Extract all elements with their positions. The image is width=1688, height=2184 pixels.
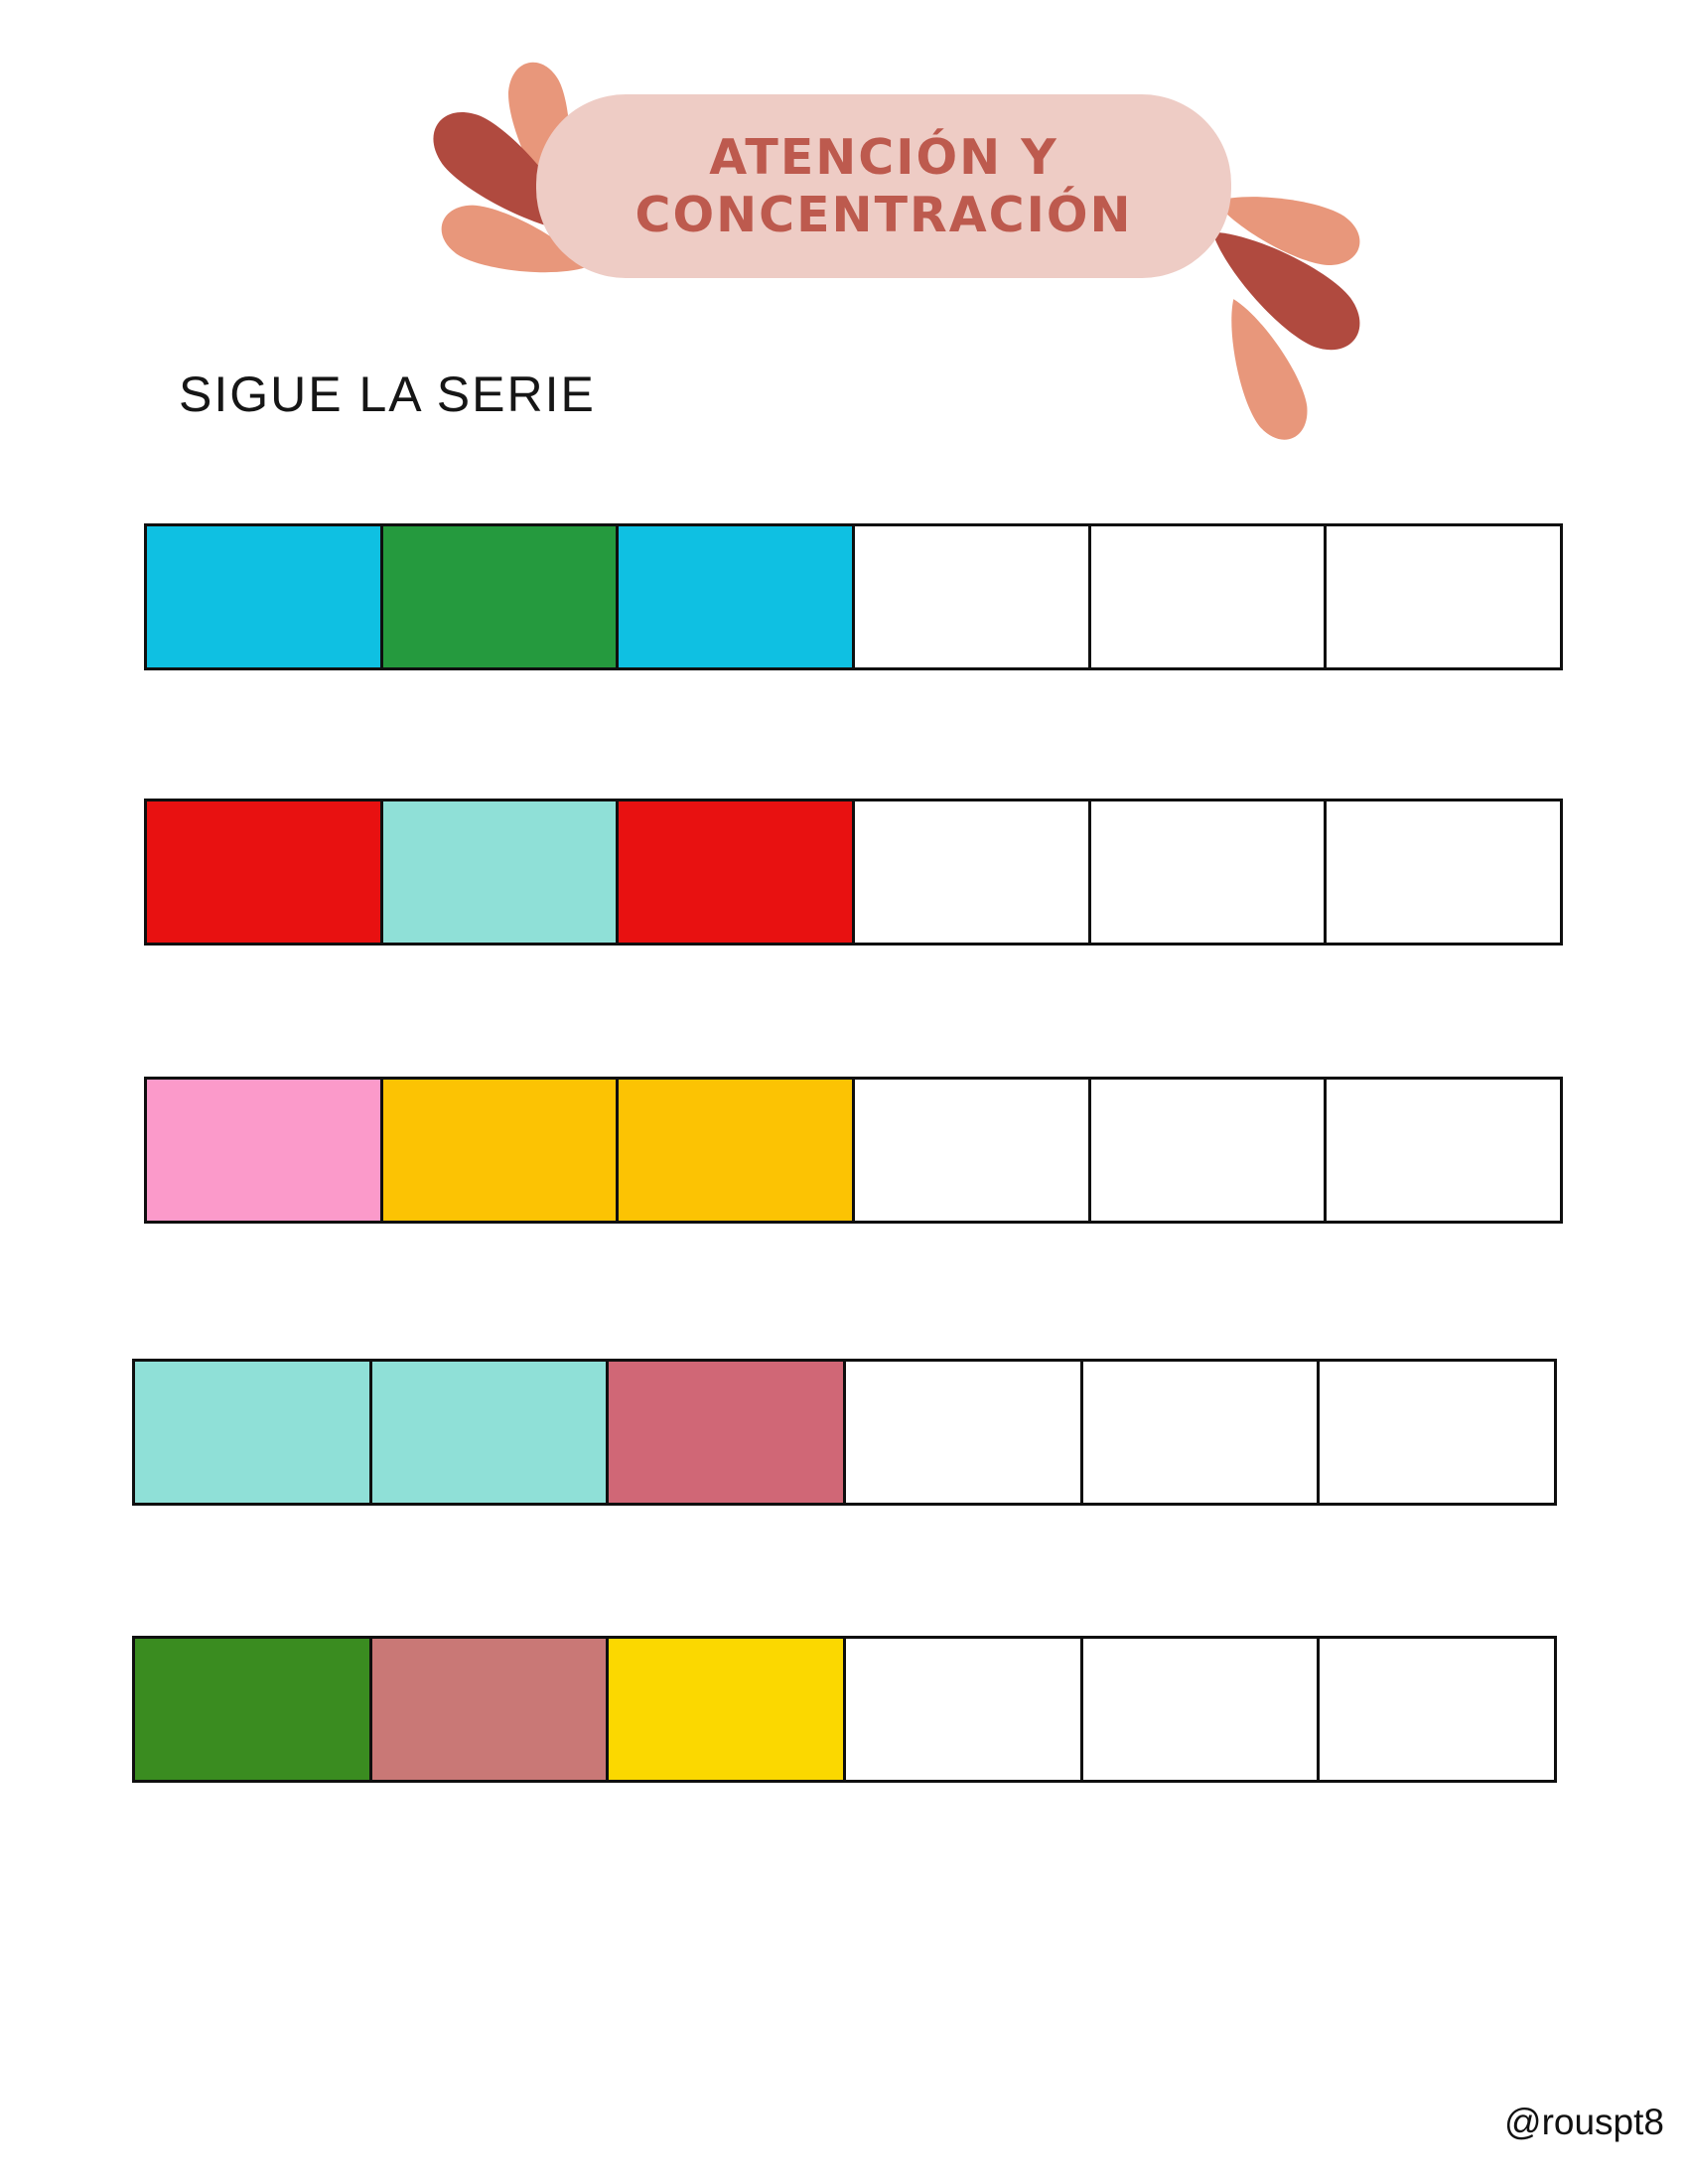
color-cell bbox=[372, 1639, 610, 1780]
color-cell bbox=[383, 1080, 620, 1221]
color-cell bbox=[147, 801, 383, 943]
answer-cell[interactable] bbox=[1320, 1362, 1554, 1503]
color-cell bbox=[383, 526, 620, 667]
answer-cell[interactable] bbox=[1083, 1362, 1321, 1503]
series-row-4 bbox=[132, 1359, 1557, 1506]
answer-cell[interactable] bbox=[1083, 1639, 1321, 1780]
answer-cell[interactable] bbox=[1091, 1080, 1328, 1221]
color-cell bbox=[135, 1362, 372, 1503]
answer-cell[interactable] bbox=[855, 526, 1091, 667]
instruction-text: SIGUE LA SERIE bbox=[179, 366, 596, 422]
watermark-handle: @rouspt8 bbox=[1504, 2102, 1664, 2142]
answer-cell[interactable] bbox=[1327, 801, 1560, 943]
answer-cell[interactable] bbox=[1327, 1080, 1560, 1221]
answer-cell[interactable] bbox=[855, 1080, 1091, 1221]
color-cell bbox=[147, 1080, 383, 1221]
color-cell bbox=[383, 801, 620, 943]
color-cell bbox=[619, 1080, 855, 1221]
answer-cell[interactable] bbox=[846, 1362, 1083, 1503]
series-row-1 bbox=[144, 523, 1563, 670]
title-line-2: CONCENTRACIÓN bbox=[634, 186, 1133, 243]
color-cell bbox=[147, 526, 383, 667]
answer-cell[interactable] bbox=[846, 1639, 1083, 1780]
color-cell bbox=[619, 801, 855, 943]
series-row-5 bbox=[132, 1636, 1557, 1783]
answer-cell[interactable] bbox=[1327, 526, 1560, 667]
color-cell bbox=[619, 526, 855, 667]
series-row-2 bbox=[144, 799, 1563, 946]
answer-cell[interactable] bbox=[1091, 526, 1328, 667]
color-cell bbox=[609, 1362, 846, 1503]
series-row-3 bbox=[144, 1077, 1563, 1224]
title-line-1: ATENCIÓN Y bbox=[709, 128, 1058, 186]
color-cell bbox=[135, 1639, 372, 1780]
color-cell bbox=[372, 1362, 610, 1503]
answer-cell[interactable] bbox=[855, 801, 1091, 943]
color-cell bbox=[609, 1639, 846, 1780]
answer-cell[interactable] bbox=[1091, 801, 1328, 943]
answer-cell[interactable] bbox=[1320, 1639, 1554, 1780]
title-badge bbox=[536, 94, 1231, 278]
